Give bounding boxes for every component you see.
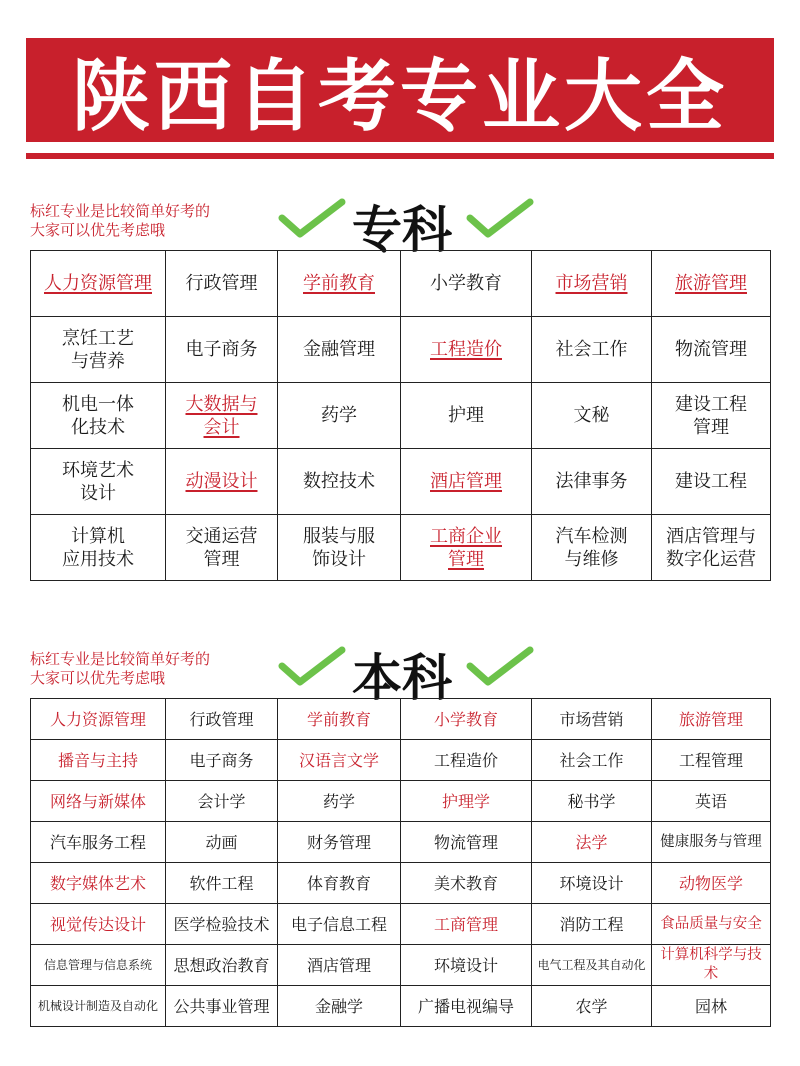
major-name: 建设工程 管理 [675, 393, 747, 438]
major-cell-highlighted [652, 699, 771, 740]
table-row [31, 383, 771, 449]
major-cell [532, 863, 652, 904]
benke-table [30, 698, 771, 1027]
major-cell [401, 863, 532, 904]
major-cell [166, 781, 278, 822]
major-name: 市场营销 [555, 273, 628, 294]
major-name: 信息管理与信息系统 [43, 957, 152, 972]
major-cell-highlighted [652, 251, 771, 317]
major-cell [278, 781, 401, 822]
major-name: 药学 [321, 405, 357, 426]
major-name: 秘书学 [567, 791, 616, 811]
banner-divider [26, 153, 774, 159]
major-name: 食品质量与安全 [660, 915, 762, 932]
major-name: 园林 [694, 996, 727, 1016]
major-cell [31, 822, 166, 863]
major-name: 电气工程及其自动化 [537, 957, 646, 972]
major-name: 物流管理 [675, 339, 747, 360]
major-name: 工商企业 管理 [430, 525, 502, 570]
major-cell [652, 317, 771, 383]
major-cell [652, 515, 771, 581]
major-cell-highlighted [401, 449, 532, 515]
major-name: 数字媒体艺术 [49, 873, 146, 893]
major-name: 环境艺术 设计 [62, 459, 134, 504]
major-name: 社会工作 [555, 339, 628, 360]
major-name: 大数据与 会计 [185, 393, 258, 438]
major-name: 法学 [575, 832, 608, 852]
table-row [31, 317, 771, 383]
major-cell-highlighted [278, 699, 401, 740]
major-cell-highlighted [31, 699, 166, 740]
major-name: 美术教育 [433, 873, 498, 893]
benke-note-line1: 标红专业是比较简单好考的 [30, 650, 211, 668]
major-cell [278, 904, 401, 945]
major-cell [652, 449, 771, 515]
major-cell [532, 515, 652, 581]
major-cell [278, 822, 401, 863]
major-name: 计算机科学与技术 [660, 947, 762, 982]
major-cell-highlighted [401, 317, 532, 383]
major-name: 物流管理 [433, 832, 498, 852]
major-cell [532, 317, 652, 383]
major-cell [278, 449, 401, 515]
zhuanke-table [30, 250, 771, 581]
zhuanke-note [30, 202, 210, 240]
major-name: 计算机 应用技术 [62, 525, 134, 570]
table-row [31, 822, 771, 863]
benke-title: 本科 [352, 649, 452, 707]
major-cell [652, 986, 771, 1027]
major-cell [166, 945, 278, 986]
major-cell [652, 740, 771, 781]
major-name: 服装与服 饰设计 [303, 525, 375, 570]
major-name: 行政管理 [189, 709, 254, 729]
major-cell [31, 317, 166, 383]
major-name: 酒店管理 [306, 955, 371, 975]
major-name: 动物医学 [678, 873, 743, 893]
major-name: 英语 [694, 791, 727, 811]
major-name: 小学教育 [430, 273, 502, 294]
major-name: 酒店管理 [430, 471, 502, 492]
major-cell-highlighted [166, 449, 278, 515]
major-name: 医学检验技术 [173, 914, 270, 934]
major-cell [31, 945, 166, 986]
major-cell-highlighted [652, 863, 771, 904]
table-row [31, 781, 771, 822]
major-cell [166, 904, 278, 945]
major-name: 文秘 [573, 405, 610, 426]
major-name: 汽车检测 与维修 [555, 525, 628, 570]
major-name: 学前教育 [306, 709, 371, 729]
major-name: 公共事业管理 [173, 996, 270, 1016]
major-name: 环境设计 [433, 955, 498, 975]
major-cell [31, 449, 166, 515]
major-cell [278, 986, 401, 1027]
major-name: 护理学 [441, 791, 490, 811]
zhuanke-table-body [31, 251, 771, 581]
major-name: 网络与新媒体 [49, 791, 146, 811]
major-name: 广播电视编导 [417, 996, 514, 1016]
major-name: 农学 [575, 996, 608, 1016]
major-cell [401, 945, 532, 986]
major-cell [532, 449, 652, 515]
major-name: 健康服务与管理 [660, 833, 762, 850]
benke-note-line2: 大家可以优先考虑哦 [30, 669, 166, 687]
major-name: 小学教育 [433, 709, 498, 729]
major-cell [532, 740, 652, 781]
major-cell [652, 822, 771, 863]
major-cell-highlighted [31, 251, 166, 317]
major-name: 环境设计 [559, 873, 624, 893]
major-cell [532, 904, 652, 945]
major-name: 视觉传达设计 [49, 914, 146, 934]
major-name: 旅游管理 [678, 709, 743, 729]
check-icon [276, 644, 348, 688]
major-name: 电子商务 [185, 339, 258, 360]
table-row [31, 945, 771, 986]
major-name: 电子商务 [189, 750, 254, 770]
major-name: 数控技术 [303, 471, 375, 492]
major-cell-highlighted [31, 740, 166, 781]
major-cell [166, 740, 278, 781]
table-row [31, 740, 771, 781]
major-name: 社会工作 [559, 750, 624, 770]
table-row [31, 986, 771, 1027]
major-name: 工商管理 [433, 914, 498, 934]
table-row [31, 863, 771, 904]
major-cell [278, 317, 401, 383]
major-cell [532, 699, 652, 740]
major-cell-highlighted [401, 781, 532, 822]
major-cell [278, 863, 401, 904]
major-cell-highlighted [31, 863, 166, 904]
major-cell [532, 945, 652, 986]
table-row [31, 699, 771, 740]
major-cell-highlighted [401, 515, 532, 581]
benke-note [30, 650, 210, 688]
major-cell-highlighted [278, 251, 401, 317]
check-icon [464, 644, 536, 688]
major-name: 消防工程 [559, 914, 624, 934]
major-cell [401, 251, 532, 317]
major-name: 金融管理 [303, 339, 375, 360]
major-name: 思想政治教育 [173, 955, 270, 975]
zhuanke-note-line2: 大家可以优先考虑哦 [30, 221, 166, 239]
major-cell [166, 822, 278, 863]
table-row [31, 251, 771, 317]
major-name: 工程造价 [433, 750, 498, 770]
major-cell-highlighted [652, 945, 771, 986]
major-cell-highlighted [532, 822, 652, 863]
major-cell [166, 317, 278, 383]
major-cell-highlighted [652, 904, 771, 945]
major-name: 建设工程 [675, 471, 747, 492]
major-cell [166, 699, 278, 740]
header-banner [26, 38, 774, 142]
major-name: 体育教育 [306, 873, 371, 893]
major-name: 机电一体 化技术 [62, 393, 134, 438]
zhuanke-note-line1: 标红专业是比较简单好考的 [30, 202, 211, 220]
page-title: 陕西自考专业大全 [71, 52, 728, 142]
major-name: 动画 [205, 832, 238, 852]
major-name: 法律事务 [555, 471, 628, 492]
major-cell [278, 945, 401, 986]
table-row [31, 449, 771, 515]
table-row [31, 515, 771, 581]
major-cell [652, 781, 771, 822]
major-cell-highlighted [166, 383, 278, 449]
major-cell [532, 383, 652, 449]
major-name: 行政管理 [185, 273, 258, 294]
benke-table-body [31, 699, 771, 1027]
zhuanke-title: 专科 [352, 201, 452, 259]
major-cell-highlighted [31, 904, 166, 945]
table-row [31, 904, 771, 945]
major-cell [401, 740, 532, 781]
major-cell [532, 986, 652, 1027]
major-name: 电子信息工程 [290, 914, 387, 934]
major-name: 机械设计制造及自动化 [37, 998, 158, 1013]
major-cell [166, 863, 278, 904]
major-cell-highlighted [401, 699, 532, 740]
major-cell [652, 383, 771, 449]
major-cell [278, 515, 401, 581]
major-name: 播音与主持 [57, 750, 138, 770]
major-name: 人力资源管理 [44, 273, 152, 294]
major-name: 财务管理 [306, 832, 371, 852]
major-name: 烹饪工艺 与营养 [62, 327, 134, 372]
major-cell-highlighted [532, 251, 652, 317]
major-name: 药学 [322, 791, 355, 811]
major-name: 工程造价 [430, 339, 502, 360]
major-name: 金融学 [314, 996, 363, 1016]
major-name: 旅游管理 [675, 273, 747, 294]
major-cell [31, 986, 166, 1027]
major-cell [166, 251, 278, 317]
major-cell [401, 986, 532, 1027]
check-icon [276, 196, 348, 240]
major-cell [401, 383, 532, 449]
major-cell-highlighted [278, 740, 401, 781]
check-icon [464, 196, 536, 240]
major-name: 交通运营 管理 [185, 525, 258, 570]
major-name: 会计学 [197, 791, 246, 811]
major-name: 汉语言文学 [298, 750, 379, 770]
major-name: 酒店管理与 数字化运营 [666, 525, 756, 570]
major-name: 学前教育 [303, 273, 375, 294]
major-name: 汽车服务工程 [49, 832, 146, 852]
major-name: 动漫设计 [185, 471, 258, 492]
major-cell [278, 383, 401, 449]
major-name: 软件工程 [189, 873, 254, 893]
major-name: 护理 [448, 405, 484, 426]
major-name: 工程管理 [678, 750, 743, 770]
major-name: 市场营销 [559, 709, 624, 729]
major-name: 人力资源管理 [49, 709, 146, 729]
major-cell [166, 986, 278, 1027]
major-cell-highlighted [31, 781, 166, 822]
major-cell [401, 822, 532, 863]
major-cell [31, 383, 166, 449]
major-cell [532, 781, 652, 822]
major-cell-highlighted [401, 904, 532, 945]
major-cell [31, 515, 166, 581]
major-cell [166, 515, 278, 581]
